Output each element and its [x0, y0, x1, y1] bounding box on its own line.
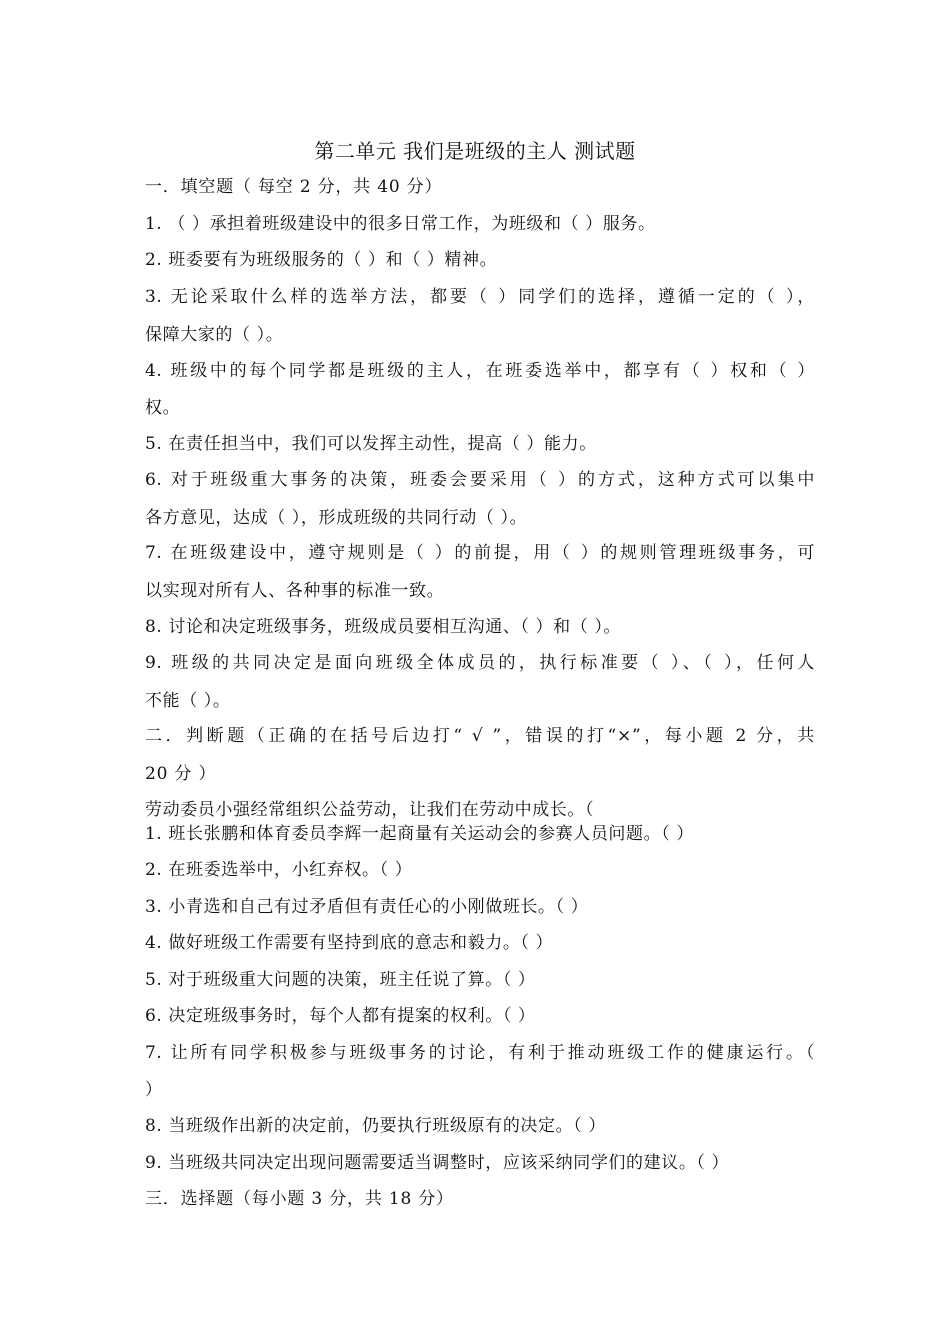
- question-line: 权。: [145, 398, 181, 418]
- question-line: 不能（ ）。: [145, 691, 231, 711]
- question-line: 保障大家的（ ）。: [145, 325, 284, 345]
- page-title: 第二单元 我们是班级的主人 测试题: [314, 139, 636, 163]
- question-line: 1. 班长张鹏和体育委员李辉一起商量有关运动会的参赛人员问题。（ ）: [145, 824, 694, 844]
- question-line: 5. 在责任担当中，我们可以发挥主动性，提高（ ）能力。: [145, 434, 597, 454]
- question-line: 7. 在班级建设中，遵守规则是（ ）的前提，用（ ）的规则管理班级事务，可: [145, 543, 815, 563]
- question-line: 4. 班级中的每个同学都是班级的主人，在班委选举中，都享有（ ）权和（ ）: [145, 361, 815, 381]
- question-line: 2. 班委要有为班级服务的（ ）和（ ）精神。: [145, 250, 498, 270]
- question-line: 5. 对于班级重大问题的决策，班主任说了算。（ ）: [145, 970, 536, 990]
- question-line: 9. 当班级共同决定出现问题需要适当调整时，应该采纳同学们的建议。（ ）: [145, 1153, 730, 1173]
- question-line: 8. 当班级作出新的决定前，仍要执行班级原有的决定。（ ）: [145, 1116, 606, 1136]
- section-heading-fill-blank: 一．填空题（ 每空 2 分，共 40 分）: [145, 177, 443, 197]
- question-line: 3. 无论采取什么样的选举方法，都要（ ）同学们的选择，遵循一定的（ ），: [145, 287, 815, 307]
- question-line: 各方意见，达成（ ），形成班级的共同行动（ ）。: [145, 508, 528, 528]
- question-line: 6. 决定班级事务时，每个人都有提案的权利。（ ）: [145, 1006, 536, 1026]
- question-line: 劳动委员小强经常组织公益劳动，让我们在劳动中成长。（: [145, 800, 595, 820]
- question-line: 4. 做好班级工作需要有坚持到底的意志和毅力。（ ）: [145, 933, 554, 953]
- question-line: 8. 讨论和决定班级事务，班级成员要相互沟通、（ ）和（ ）。: [145, 617, 622, 637]
- question-line: 1. （ ）承担着班级建设中的很多日常工作，为班级和（ ）服务。: [145, 214, 656, 234]
- question-line: 2. 在班委选举中，小红弃权。（ ）: [145, 860, 413, 880]
- question-line: 7. 让所有同学积极参与班级事务的讨论，有利于推动班级工作的健康运行。（: [145, 1043, 815, 1063]
- question-line: 9. 班级的共同决定是面向班级全体成员的，执行标准要（ ）、（ ），任何人: [145, 653, 815, 673]
- question-line: 6. 对于班级重大事务的决策，班委会要采用（ ）的方式，这种方式可以集中: [145, 470, 815, 490]
- section-heading-multiple-choice: 三．选择题（每小题 3 分，共 18 分）: [145, 1189, 454, 1209]
- question-line: ）: [145, 1080, 163, 1100]
- question-line: 3. 小青选和自己有过矛盾但有责任心的小刚做班长。（ ）: [145, 897, 589, 917]
- question-line: 以实现对所有人、各种事的标准一致。: [145, 581, 445, 601]
- section-heading-true-false: 二．判断题（正确的在括号后边打“ √ ”，错误的打“×”，每小题 2 分，共: [145, 726, 815, 746]
- section-heading-true-false-cont: 20 分 ）: [145, 764, 217, 784]
